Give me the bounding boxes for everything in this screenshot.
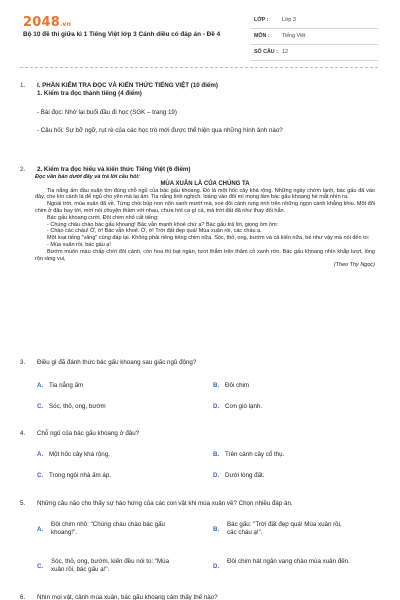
story-paragraph: Một loạt tiếng "vâng" cùng đáp lại. Không phải riêng tiếng chim nữa. Sóc, thỏ, ong, bướm và cả kiến nữa, bé như vậy mà nói đến to: (47, 235, 370, 242)
option-b[interactable] (213, 382, 249, 390)
section-title: 2. Kiểm tra đọc hiểu và kiến thức Tiếng Việt (6 điểm) (37, 166, 191, 173)
option-text: Trong ngôi nhà ấm áp. (49, 472, 112, 479)
question-text: Nhìn mọi vật, cảnh mùa xuân, bác gấu khoang cảm thấy thế nào? (37, 594, 218, 600)
option-text: Một hốc cây khá rộng. (49, 451, 110, 458)
reading-passage-line: - Bài đọc: Nhớ lại buổi đầu đi học (SGK – trang 19) (37, 108, 177, 116)
option-letter: B. (213, 382, 220, 389)
question-number: 6. (20, 594, 26, 600)
story-paragraph: Bác gấu khoang cười. Đôi chim nhỏ cất tiếng: (47, 214, 159, 221)
option-c[interactable] (37, 403, 106, 411)
option-text: Đôi chim hát ngân vang chào mùa xuân đến. (227, 558, 350, 565)
header-divider (20, 67, 378, 68)
option-letter: C. (37, 403, 44, 410)
story-paragraph: - Chào các cháu! Ờ, ờ! Bác vẫn khoẻ. Ờ, ờ! Trời đất đẹp quá! Mùa xuân rồi, các cháu ạ. (47, 228, 262, 235)
option-letter: A. (37, 526, 44, 533)
meta-row-subject (250, 29, 378, 45)
option-letter: D. (213, 472, 220, 479)
option-c[interactable] (37, 558, 187, 576)
meta-key: MÔN : (254, 33, 270, 39)
meta-table (250, 13, 378, 61)
option-text: Sóc, thỏ, ong, bướm, kiến đều nói to: "Mùa xuân rồi, bác gấu ạ!". (51, 558, 170, 574)
question-number: 4. (20, 430, 26, 437)
story-title: MÙA XUÂN LÀ CỦA CHÚNG TA (160, 180, 250, 187)
option-letter: A. (37, 382, 44, 389)
option-a[interactable] (37, 451, 110, 459)
reading-story (35, 174, 375, 269)
site-logo[interactable]: 2048.vn (23, 15, 72, 30)
question-text: Những câu nào cho thấy sự háo hứng của các con vật khi mùa xuân về? Chọn nhiều đáp án. (37, 500, 293, 507)
option-text: Tia nắng ấm (49, 382, 84, 389)
option-text: Trên cành cây cổ thụ. (225, 451, 285, 458)
story-paragraph: Tia nắng ấm đầu xuân tìm đúng chỗ ngủ của bác gấu khoang. Đó là một hốc cây khá rộng. Những ngày chớm lạnh, bác gấu đã vào đây, che kín cành lá để ngủ cho yên mà lại ấm. Tia nắng tinh nghịch, loáng vào đôi mí mọng làm bác gấu khoang hé mắt nhìn ra. (35, 187, 375, 201)
option-letter: C. (37, 563, 44, 570)
option-text: Đôi chim (225, 382, 250, 389)
option-d[interactable] (213, 558, 363, 576)
option-c[interactable] (37, 472, 111, 480)
option-a[interactable] (37, 521, 187, 539)
section-number: 2. (20, 166, 26, 173)
option-d[interactable] (213, 472, 265, 480)
option-a[interactable] (37, 382, 83, 390)
meta-value: Lớp 3 (282, 17, 296, 23)
meta-value: Tiếng Việt (282, 33, 306, 39)
meta-row-question-count (250, 45, 378, 61)
question-number: 5. (20, 500, 26, 507)
option-text: Đôi chim nhỏ: "Chúng cháu chào bác gấu khoang!". (51, 521, 165, 537)
option-letter: C. (37, 472, 44, 479)
option-text: Bác gấu: "Trời đất đẹp quá! Mùa xuân rồi, các cháu ạ!". (227, 521, 342, 537)
section-number: 1. (20, 82, 26, 89)
option-text: Dưới lòng đất. (225, 472, 265, 479)
option-letter: B. (213, 526, 220, 533)
option-text: Cơn gió lạnh. (225, 403, 263, 410)
meta-key: LỚP : (254, 17, 269, 23)
option-letter: D. (213, 403, 220, 410)
story-paragraph: Bướm muôn màu chấp chới đôi cánh, còn hoa thì bạt ngàn, tươi thắm trên thảm cỏ xanh rờn. Bác gấu khoang nhìn khắp lượt, lòng rộn ràng vui, (35, 248, 375, 262)
document-title: Bộ 10 đề thi giữa kì 1 Tiếng Việt lớp 3 Cánh diều có đáp án - Đề 4 (23, 31, 221, 38)
story-paragraph: - Mùa xuân rồi, bác gấu ạ! (47, 241, 111, 248)
meta-row-grade (250, 13, 378, 29)
question-number: 3. (20, 359, 26, 366)
section-subtitle: 1. Kiểm tra đọc thành tiếng (4 điểm) (37, 90, 142, 98)
option-letter: A. (37, 451, 44, 458)
option-letter: B. (213, 451, 220, 458)
question-text: Điều gì đã đánh thức bác gấu khoang sau giấc ngủ đông? (37, 359, 197, 366)
section-title: I. PHẦN KIỂM TRA ĐỌC VÀ KIẾN THỨC TIẾNG VIỆT (10 điểm) (37, 82, 218, 89)
page-header (0, 0, 400, 64)
option-text: Sóc, thỏ, ong, bướm (49, 403, 106, 410)
story-author: (Theo Thy Ngọc) (333, 262, 375, 269)
option-b[interactable] (213, 521, 363, 539)
option-b[interactable] (213, 451, 284, 459)
option-d[interactable] (213, 403, 262, 411)
story-paragraph: - Chúng cháu chào bác gấu khoang! Bác vẫn mạnh khoẻ chứ ạ? Bác gấu trả lời, giọng ồm ồm: (47, 221, 279, 228)
meta-value: 12 (282, 49, 288, 55)
option-letter: D. (213, 563, 220, 570)
question-text: Chỗ ngủ của bác gấu khoang ở đâu? (37, 430, 140, 437)
meta-key: SỐ CÂU : (254, 49, 278, 55)
story-instruction: Đọc văn bản dưới đây và trả lời câu hỏi: (35, 174, 140, 180)
story-paragraph: Ngoài trời, mùa xuân đã về. Từng chồi búp non nõn xanh mướt mà, xoè đôi cánh rung rinh trên những ngọn cành khẳng khiu. Một đôi chim ở đâu bay tới, mời nói chuyện thầm với nhau, chưa hót ca gì cả, mà trời đất đã như thay đổi hẳn. (35, 201, 375, 214)
reading-question-line: - Câu hỏi: Sự bỡ ngỡ, rụt rè của các học trò mới được thể hiện qua những hình ảnh nào? (37, 126, 283, 134)
